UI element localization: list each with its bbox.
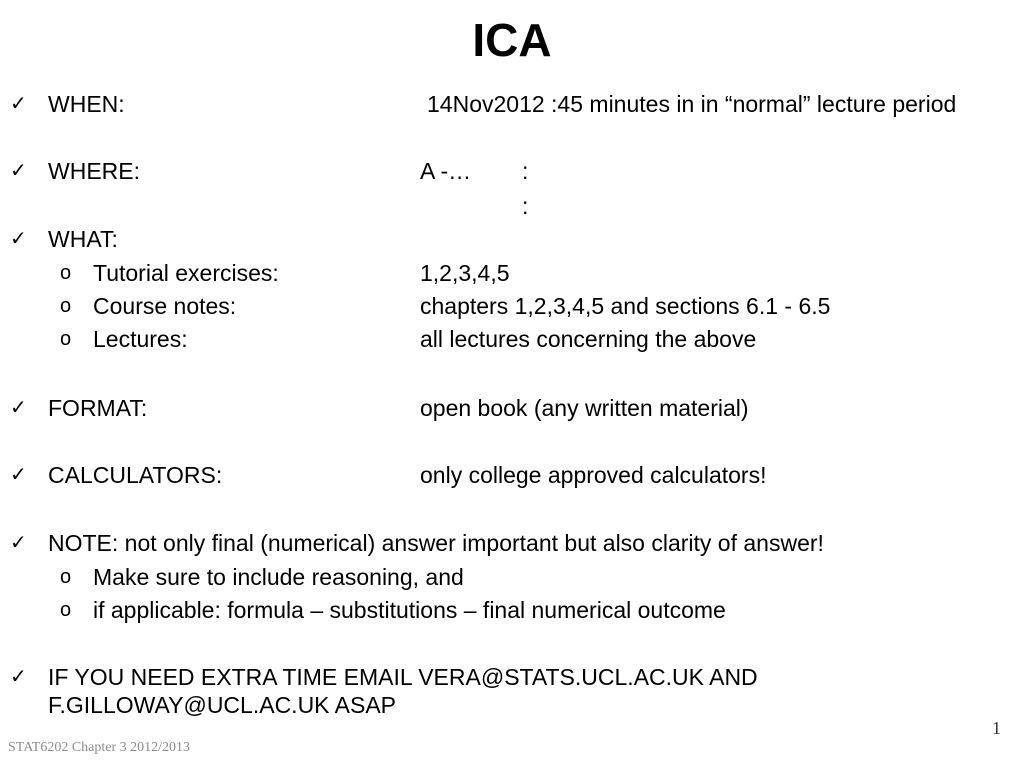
where-colon: : xyxy=(522,193,529,219)
checkmark-icon: ✓ xyxy=(10,93,27,115)
what-label: WHAT: xyxy=(48,226,118,252)
checkmark-icon: ✓ xyxy=(10,532,27,554)
format-label: FORMAT: xyxy=(48,395,148,421)
sub-bullet-icon: o xyxy=(60,566,72,588)
where-label: WHERE: xyxy=(48,158,140,184)
when-label: WHEN: xyxy=(48,91,125,117)
when-value: 14Nov2012 :45 minutes in in “normal” lecture period xyxy=(427,91,957,117)
extra-time-line-1: IF YOU NEED EXTRA TIME EMAIL VERA@STATS.UCL.AC.UK AND xyxy=(48,664,758,690)
page-number: 1 xyxy=(992,718,1001,738)
footer-course-label: STAT6202 Chapter 3 2012/2013 xyxy=(8,740,191,755)
slide-title: ICA xyxy=(472,14,552,66)
checkmark-icon: ✓ xyxy=(10,666,27,688)
checkmark-icon: ✓ xyxy=(10,464,27,486)
note-item-text: if applicable: formula – substitutions – final numerical outcome xyxy=(93,597,726,623)
sub-bullet-icon: o xyxy=(60,599,72,621)
checkmark-icon: ✓ xyxy=(10,228,27,250)
note-item-text: Make sure to include reasoning, and xyxy=(93,564,464,590)
sub-bullet-icon: o xyxy=(60,262,72,284)
calculators-label: CALCULATORS: xyxy=(48,462,223,488)
what-item-value: all lectures concerning the above xyxy=(420,326,757,352)
what-item-label: Tutorial exercises: xyxy=(93,260,279,286)
sub-bullet-icon: o xyxy=(60,328,72,350)
where-colon: : xyxy=(522,158,529,184)
note-text: NOTE: not only final (numerical) answer important but also clarity of answer! xyxy=(48,530,824,556)
checkmark-icon: ✓ xyxy=(10,160,27,182)
calculators-value: only college approved calculators! xyxy=(420,462,767,488)
extra-time-line-2: F.GILLOWAY@UCL.AC.UK ASAP xyxy=(48,692,396,718)
where-value: A -… xyxy=(420,158,472,184)
format-value: open book (any written material) xyxy=(420,395,749,421)
what-item-label: Lectures: xyxy=(93,326,188,352)
sub-bullet-icon: o xyxy=(60,295,72,317)
what-item-label: Course notes: xyxy=(93,293,237,319)
checkmark-icon: ✓ xyxy=(10,397,27,419)
what-item-value: chapters 1,2,3,4,5 and sections 6.1 - 6.5 xyxy=(420,293,831,319)
what-item-value: 1,2,3,4,5 xyxy=(420,260,510,286)
